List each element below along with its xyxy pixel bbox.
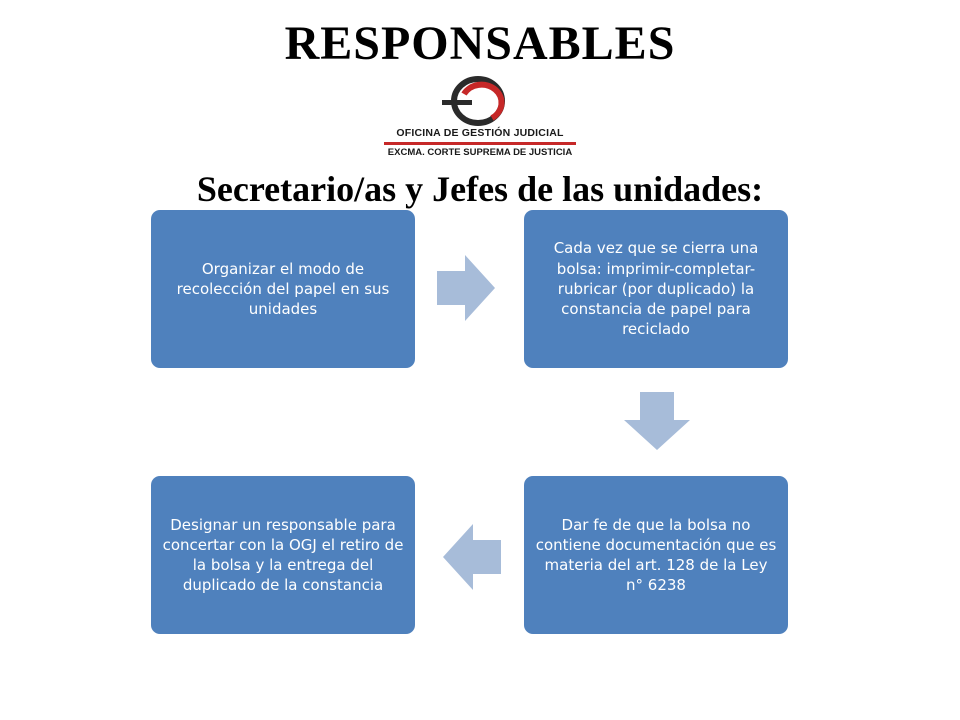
- slide-subtitle: Secretario/as y Jefes de las unidades:: [196, 169, 764, 209]
- logo-line-2: EXCMA. CORTE SUPREMA DE JUSTICIA: [387, 147, 573, 158]
- step-box-1: Organizar el modo de recolección del papel en sus unidades: [151, 210, 415, 368]
- step-box-2: Cada vez que se cierra una bolsa: imprimir-completar-rubricar (por duplicado) la constancia de papel para reciclado: [524, 210, 788, 368]
- ogj-logo: [370, 74, 590, 168]
- slide-title: RESPONSABLES: [284, 17, 676, 70]
- step-box-3: Dar fe de que la bolsa no contiene documentación que es materia del art. 128 de la Ley n° 6238: [524, 476, 788, 634]
- ogj-emblem-icon: [442, 74, 518, 128]
- arrow-right-icon: [437, 255, 497, 321]
- logo-line-1: OFICINA DE GESTIÓN JUDICIAL: [396, 127, 564, 139]
- arrow-left-icon: [441, 524, 501, 590]
- arrow-down-icon: [624, 392, 690, 450]
- step-box-4: Designar un responsable para concertar con la OGJ el retiro de la bolsa y la entrega del duplicado de la constancia: [151, 476, 415, 634]
- logo-divider: [384, 142, 576, 145]
